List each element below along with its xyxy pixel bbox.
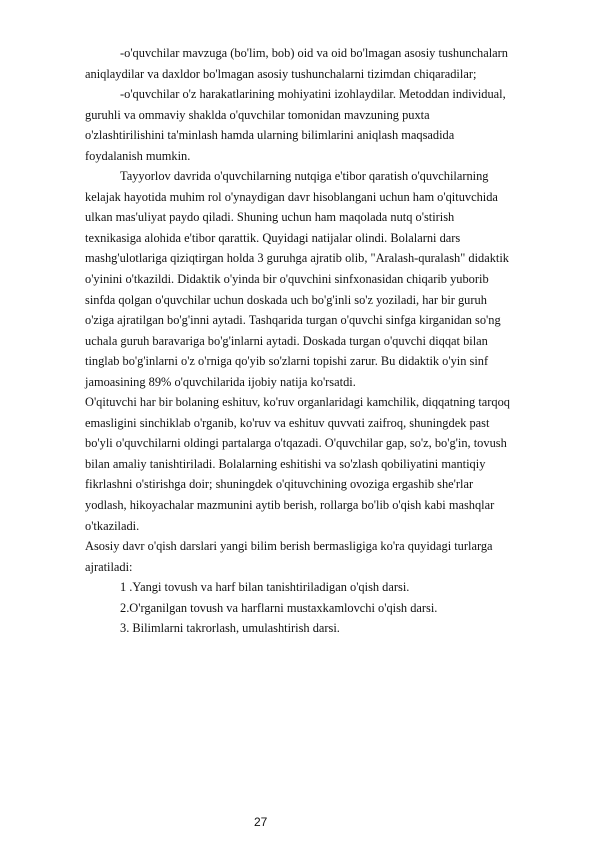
text-line: 2.O'rganilgan tovush va harflarni mustaxkamlovchi o'qish darsi.	[120, 600, 438, 615]
text-line: 3. Bilimlarni takrorlash, umulashtirish darsi.	[120, 621, 340, 636]
text-line: fikrlashni o'stirishga doir; shuningdek o'qituvchining ovoziga ergashib she'rlar	[85, 477, 474, 492]
text-line: foydalanish mumkin.	[85, 148, 191, 163]
text-line: aniqlaydilar va daxldor bo'lmagan asosiy tushunchalarni tizimdan chiqaradilar;	[85, 66, 477, 81]
text-line: yodlash, hikoyachalar mazmunini aytib berish, rollarga bo'lib o'qish kabi mashqlar	[85, 498, 495, 513]
text-line: o'tkaziladi.	[85, 518, 140, 533]
text-line: texnikasiga alohida e'tibor qarattik. Quyidagi natijalar olindi. Bolalarni dars	[85, 230, 461, 245]
text-line: kelajak hayotida muhim rol o'ynaydigan davr hisoblangani uchun ham o'qituvchida	[85, 189, 498, 204]
text-line: -o'quvchilar o'z harakatlarining mohiyatini izohlaydilar. Metoddan individual,	[120, 87, 506, 102]
text-line: ajratiladi:	[85, 559, 133, 574]
text-line: ulkan mas'uliyat paydo qiladi. Shuning uchun ham maqolada nutq o'stirish	[85, 210, 455, 225]
text-line: guruhli va ommaviy shaklda o'quvchilar tomonidan mavzuning puxta	[85, 107, 430, 122]
text-line: Tayyorlov davrida o'quvchilarning nutqiga e'tibor qaratish o'quvchilarning	[120, 169, 489, 184]
text-line: jamoasining 89% o'quvchilarida ijobiy natija ko'rsatdi.	[85, 374, 356, 389]
page-number: 27	[254, 815, 268, 829]
text-line: Asosiy davr o'qish darslari yangi bilim berish bermasligiga ko'ra quyidagi turlarga	[85, 539, 493, 554]
text-line: o'ziga ajratilgan bo'g'inni aytadi. Tashqarida turgan o'quvchi sinfga kirganidan so'ng	[85, 313, 501, 328]
text-line: uchala guruh baravariga bo'g'inlarni aytadi. Doskada turgan o'quvchi diqqat bilan	[85, 333, 488, 348]
text-line: mashg'ulotlariga qiziqtirgan holda 3 guruhga ajratib olib, "Aralash-quralash" didaktik	[85, 251, 510, 266]
text-line: -o'quvchilar mavzuga (bo'lim, bob) oid va oid bo'lmagan asosiy tushunchalarn	[120, 46, 508, 60]
text-line: o'yinini o'tkazildi. Didaktik o'yinda bir o'quvchini sinfxonasidan chiqarib yuborib	[85, 272, 489, 287]
text-line: emasligini sinchiklab o'rganib, ko'ruv va eshituv quvvati zaifroq, shuningdek past	[85, 415, 490, 430]
text-line: o'zlashtirilishini ta'minlash hamda ularning bilimlarini aniqlash maqsadida	[85, 128, 455, 143]
document-body	[85, 43, 569, 639]
text-line: O'qituvchi har bir bolaning eshituv, ko'ruv organlaridagi kamchilik, diqqatning tarqoq	[85, 395, 510, 410]
text-line: 1 .Yangi tovush va harf bilan tanishtiriladigan o'qish darsi.	[120, 580, 410, 595]
text-line: sinfda qolgan o'quvchilar uchun doskada uch bo'g'inli so'z yoziladi, har bir guruh	[85, 292, 487, 307]
text-line: bilan amaliy tanishtiriladi. Bolalarning eshitishi va so'zlash qobiliyatini mantiqiy	[85, 456, 486, 471]
text-line: tinglab bo'g'inlarni o'z o'rniga qo'yib so'zlarni topishi zarur. Bu didaktik o'yin sinf	[85, 354, 489, 369]
text-line: bo'yli o'quvchilarni oldingi partalarga o'tqazadi. O'quvchilar gap, so'z, bo'g'in, tovush	[85, 436, 507, 451]
